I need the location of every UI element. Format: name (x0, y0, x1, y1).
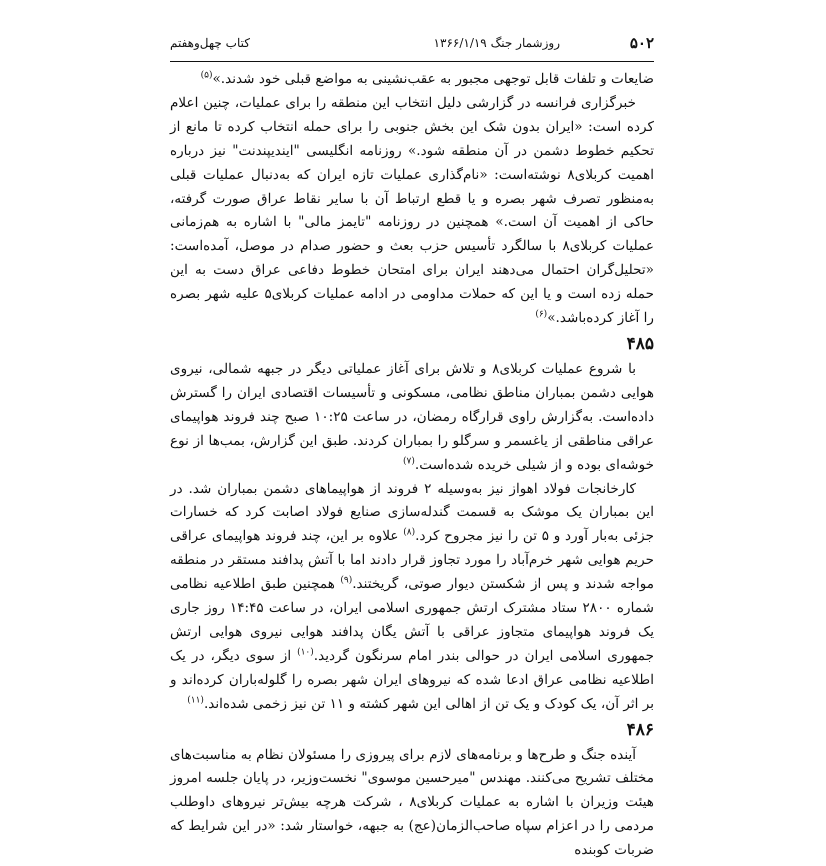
paragraph (170, 358, 654, 478)
footnote-ref: (۱۰) (297, 647, 314, 658)
footnote-ref: (۹) (340, 575, 353, 586)
section-number: ۴۸۵ (626, 333, 654, 354)
running-title-date: روزشمار جنگ ۱۳۶۶/۱/۱۹ (433, 36, 560, 50)
footnote-ref: (۱۱) (187, 695, 204, 706)
paragraph-text: ضایعات و تلفات قابل توجهی مجبور به عقب‌نشینی به مواضع قبلی خود شدند.» (212, 71, 654, 87)
paragraph-text: از سوی دیگر، در یک اطلاعیه نظامی عراق ادعا شده که نیروهای ایران شهر بصره را گلوله‌باران کرده‌اند و بر اثر آن، یک کودک و یک تن از اهالی این شهر کشته و ۱۱ تن نیز زخمی شده‌اند. (170, 647, 654, 712)
page-body (170, 68, 654, 863)
paragraph (170, 68, 654, 92)
book-title: کتاب چهل‌وهفتم (170, 36, 250, 50)
footnote-ref: (۶) (535, 309, 548, 320)
page-number: ۵۰۲ (629, 34, 654, 52)
paragraph-text: کارخانجات فولاد اهواز نیز به‌وسیله ۲ فروند از هواپیماهای دشمن بمباران شد. در این بمباران یک موشک به قسمت گندله‌سازی صنایع فولاد اصابت کرد که خسارات جزئی به‌بار آورد و ۵ تن را نیز مجروح کرد. (170, 480, 654, 545)
paragraph-text: خبرگزاری فرانسه در گزارشی دلیل انتخاب این منطقه را برای عملیات، چنین اعلام کرده است: «ایران بدون شک این بخش جنوبی را برای حمله انتخاب کرده تا مانع از تحکیم خطوط دشمن در آن منطقه شود.» روزنامه انگلیسی "ایندیپندنت" نیز درباره اهمیت کربلای۸ نوشته‌است: «نام‌گذاری عملیات تازه ایران که به‌دنبال عملیات قبلی به‌منظور تصرف شهر بصره و یا قطع ارتباط آن با سایر نقاط عراق صورت گرفته، حاکی از اهمیت آن است.» همچنین در روزنامه "تایمز مالی" با اشاره به هم‌زمانی عملیات کربلای۸ با سالگرد تأسیس حزب بعث و حضور صدام در موصل، آمده‌است: «تحلیل‌گران احتمال می‌دهند ایران برای امتحان خطوط دفاعی عراق دست به این حمله زده است و یا این که حملات مداومی در ادامه عملیات کربلای۵ علیه شهر بصره را آغاز کرده‌باشد.» (170, 94, 654, 327)
paragraph (170, 92, 654, 331)
footnote-ref: (۵) (200, 70, 213, 81)
page-header (170, 34, 654, 58)
paragraph-text: آینده جنگ و طرح‌ها و برنامه‌های لازم برای پیروزی را مسئولان نظام به مناسبت‌های مختلف تشریح می‌کنند. مهندس "میرحسین موسوی" نخست‌وزیر، در پایان جلسه امروز هیئت وزیران با اشاره به عملیات کربلای۸ ، شرکت هرچه بیش‌تر نیروهای داوطلب مردمی را در اعزام سپاه صاحب‌الزمان(عج) به جبهه، خواستار شد: «در این شرایط که ضربات کوبنده (170, 746, 654, 859)
paragraph (170, 744, 654, 864)
footnote-ref: (۷) (403, 456, 415, 467)
header-divider (170, 61, 654, 62)
section-number: ۴۸۶ (626, 719, 654, 740)
paragraph (170, 478, 654, 717)
paragraph-text: با شروع عملیات کربلای۸ و تلاش برای آغاز عملیاتی دیگر در جبهه شمالی، نیروی هوایی دشمن بمباران مناطق نظامی، مسکونی و تأسیسات اقتصادی ایران را گسترش داده‌است. به‌گزارش راوی قرارگاه رمضان، در ساعت ۱۰:۲۵ صبح چند فروند هواپیمای عراقی مناطقی از یاغسمر و سرگلو را بمباران کردند. طبق این گزارش، بمب‌ها از نوع خوشه‌ای بوده و از شیلی خریده شده‌است. (170, 360, 654, 473)
paragraph-text: همچنین طبق اطلاعیه نظامی شماره ۲۸۰۰ ستاد مشترک ارتش جمهوری اسلامی ایران، در ساعت ۱۴:۴۵ روز جاری یک فروند هواپیمای متجاوز عراقی با آتش یگان پدافند هوایی نیروی هوایی ارتش جمهوری اسلامی ایران در حوالی بندر امام سرنگون گردید. (170, 576, 655, 664)
footnote-ref: (۸) (403, 527, 416, 538)
paragraph-text: علاوه بر این، چند فروند هواپیمای عراقی حریم هوایی شهر خرم‌آباد را مورد تجاوز قرار دادند اما با آتش پدافند مستقر در منطقه مواجه شدند و پس از شکستن دیوار صوتی، گریختند. (170, 528, 654, 593)
